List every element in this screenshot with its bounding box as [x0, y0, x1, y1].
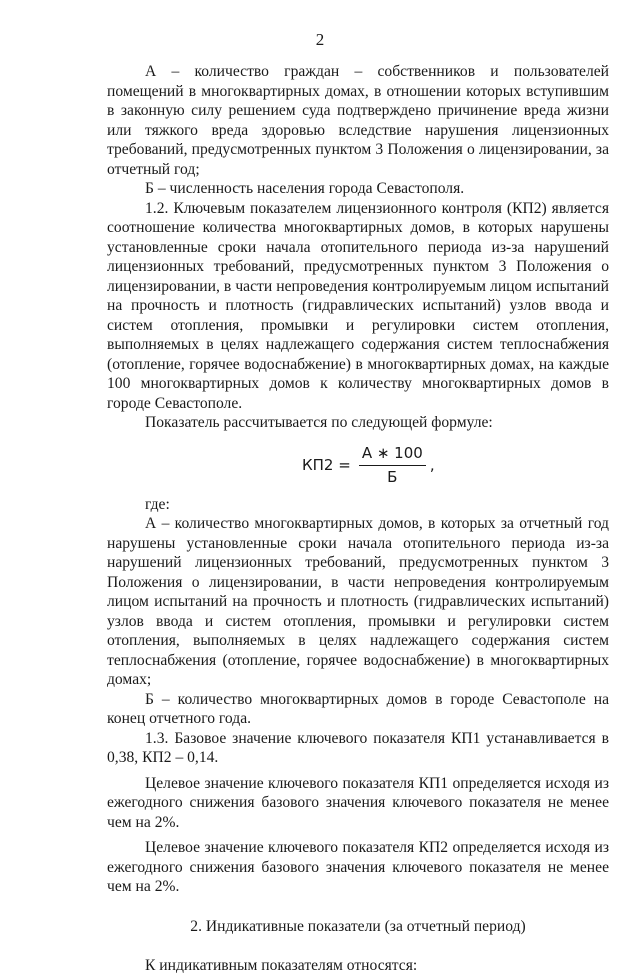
paragraph-formula-intro: Показатель рассчитывается по следующей формуле: — [145, 414, 493, 431]
formula-fraction — [359, 444, 426, 488]
document-body — [107, 62, 609, 976]
paragraph-target-kp2: Целевое значение ключевого показателя КП2 определяется исходя из ежегодного снижения базового значения ключевого показателя не менее чем на 2%. — [107, 839, 609, 895]
spacer — [107, 936, 609, 956]
paragraph-1-2: 1.2. Ключевым показателем лицензионного контроля (КП2) является соотношение количества многоквартирных домов, в которых нарушены установленные сроки начала отопительного периода из-за нарушений лицензионных требований, предусмотренных пунктом 3 Положения о лицензировании, в части непроведения контролируемым лицом испытаний на прочность и плотность (гидравлических испытаний) узлов ввода и систем отопления, промывки и регулировки систем отопления, выполняемых в целях надлежащего содержания систем теплоснабжения (отопление, горячее водоснабжение) в многоквартирных домах, на каждые 100 многоквартирных домов к количеству многоквартирных домов в городе Севастополе. — [107, 199, 609, 412]
paragraph-a-houses: А – количество многоквартирных домов, в которых за отчетный год нарушены установленные сроки начала отопительного периода из-за нарушений лицензионных требований, предусмотренных пунктом 3 Положения о лицензировании, в части непроведения контролируемым лицом испытаний на прочность и плотность (гидравлических испытаний) узлов ввода и систем отопления, промывки и регулировки систем отопления, выполняемых в целях надлежащего содержания систем теплоснабжения (отопление, горячее водоснабжение) в многоквартирных домах; — [107, 515, 609, 688]
paragraph-a-citizens: А – количество граждан – собственников и пользователей помещений в многоквартирных домах, в отношении которых вступившим в законную силу решением суда подтверждено причинение вреда жизни или тяжкого вреда здоровью вследствие нарушения лицензионных требований, предусмотренных пунктом 3 Положения о лицензировании, за отчетный год; — [107, 63, 609, 178]
paragraph-b-population: Б – численность населения города Севастополя. — [145, 180, 465, 197]
section-2-heading: 2. Индикативные показатели (за отчетный период) — [190, 917, 526, 935]
paragraph-b-houses: Б – количество многоквартирных домов в городе Севастополе на конец отчетного года. — [107, 690, 609, 727]
formula-kp2 — [302, 441, 609, 491]
paragraph-target-kp1: Целевое значение ключевого показателя КП1 определяется исходя из ежегодного снижения базового значения ключевого показателя не менее чем на 2%. — [107, 774, 609, 831]
page-number: 2 — [315, 30, 325, 49]
formula-comma: , — [429, 455, 435, 474]
formula-lhs: КП2 = — [302, 455, 351, 474]
spacer — [107, 897, 609, 917]
formula-denominator: Б — [387, 468, 398, 486]
paragraph-1-3: 1.3. Базовое значение ключевого показателя КП1 устанавливается в 0,38, КП2 – 0,14. — [107, 729, 609, 766]
formula-numerator: А ∗ 100 — [359, 444, 426, 467]
paragraph-indicative: К индикативным показателям относятся: — [145, 957, 418, 974]
where-label: где: — [145, 495, 170, 513]
